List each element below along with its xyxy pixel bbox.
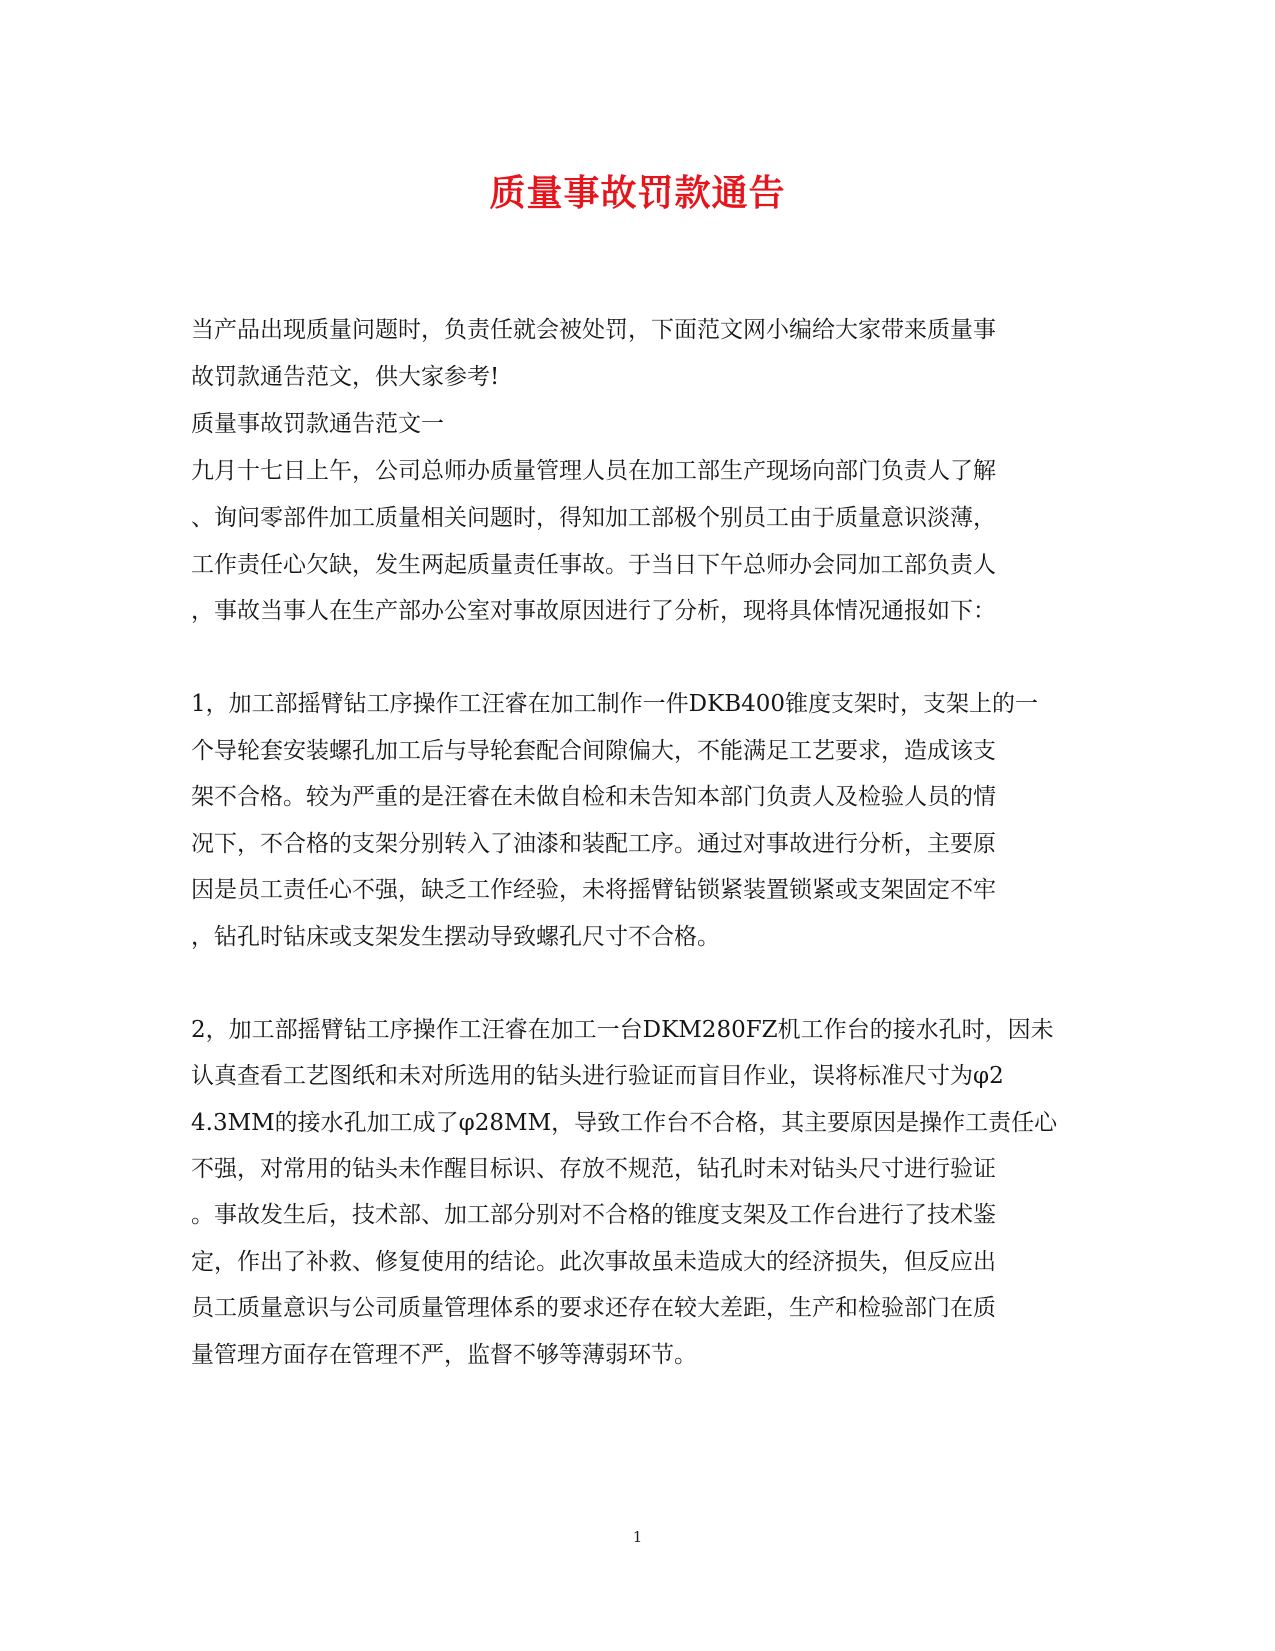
paragraph3-line-5: 。事故发生后，技术部、加工部分别对不合格的锥度支架及工作台进行了技术鉴: [191, 1202, 996, 1228]
paragraph1-line-1: 九月十七日上午，公司总师办质量管理人员在加工部生产现场向部门负责人了解: [191, 458, 996, 484]
paragraph3-line-6: 定，作出了补救、修复使用的结论。此次事故虽未造成大的经济损失，但反应出: [191, 1249, 996, 1275]
paragraph3-line-4: 不强，对常用的钻头未作醒目标识、存放不规范，钻孔时未对钻头尺寸进行验证: [191, 1156, 996, 1182]
paragraph2-line-3: 架不合格。较为严重的是汪睿在未做自检和未告知本部门负责人及检验人员的情: [191, 784, 996, 810]
paragraph3-line-7: 员工质量意识与公司质量管理体系的要求还存在较大差距，生产和检验部门在质: [191, 1295, 996, 1321]
paragraph1-line-2: 、询问零部件加工质量相关问题时，得知加工部极个别员工由于质量意识淡薄，: [191, 505, 996, 531]
paragraph3-line-1: 2，加工部摇臂钻工序操作工汪睿在加工一台DKM280FZ机工作台的接水孔时，因未: [191, 1017, 1054, 1043]
paragraph2-line-1: 1，加工部摇臂钻工序操作工汪睿在加工制作一件DKB400锥度支架时，支架上的一: [191, 691, 1039, 717]
intro-line-1: 当产品出现质量问题时，负责任就会被处罚，下面范文网小编给大家带来质量事: [191, 317, 996, 343]
paragraph2-line-6: ，钻孔时钻床或支架发生摆动导致螺孔尺寸不合格。: [191, 924, 720, 950]
paragraph1-line-4: ，事故当事人在生产部办公室对事故原因进行了分析，现将具体情况通报如下：: [191, 598, 996, 624]
section-heading: 质量事故罚款通告范文一: [191, 411, 444, 437]
document-title: 质量事故罚款通告: [489, 172, 786, 214]
paragraph3-line-8: 量管理方面存在管理不严，监督不够等薄弱环节。: [191, 1342, 697, 1368]
page-number: 1: [632, 1528, 643, 1546]
paragraph2-line-4: 况下，不合格的支架分别转入了油漆和装配工序。通过对事故进行分析，主要原: [191, 831, 996, 857]
intro-line-2: 故罚款通告范文，供大家参考!: [191, 364, 500, 390]
paragraph1-line-3: 工作责任心欠缺，发生两起质量责任事故。于当日下午总师办会同加工部负责人: [191, 552, 996, 578]
paragraph3-line-2: 认真查看工艺图纸和未对所选用的钻头进行验证而盲目作业，误将标准尺寸为φ2: [191, 1063, 1004, 1089]
paragraph2-line-2: 个导轮套安装螺孔加工后与导轮套配合间隙偏大，不能满足工艺要求，造成该支: [191, 738, 996, 764]
paragraph2-line-5: 因是员工责任心不强，缺乏工作经验，未将摇臂钻锁紧装置锁紧或支架固定不牢: [191, 877, 996, 903]
paragraph3-line-3: 4.3MM的接水孔加工成了φ28MM，导致工作台不合格，其主要原因是操作工责任心: [191, 1110, 1058, 1136]
